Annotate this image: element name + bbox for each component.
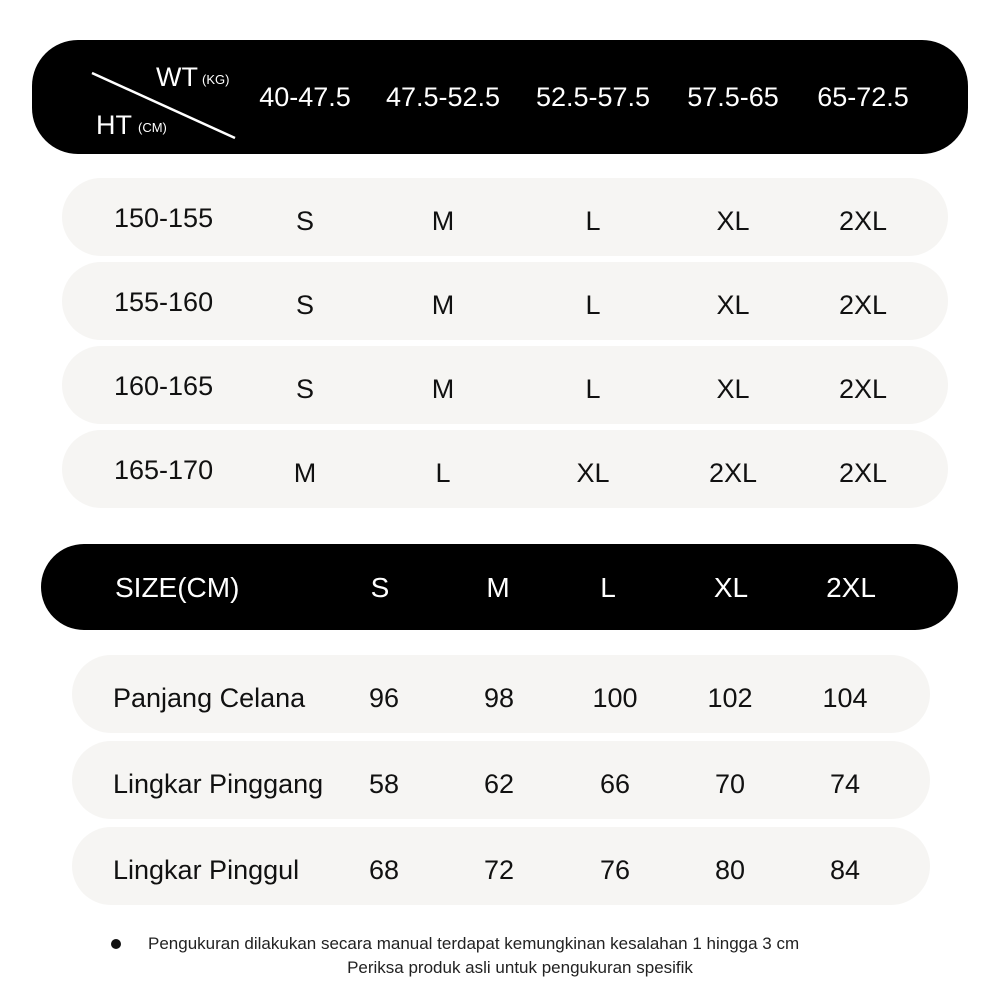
size-cell: 2XL xyxy=(838,290,888,320)
size-cell: 2XL xyxy=(838,458,888,488)
height-range-label: 160-165 xyxy=(114,371,214,401)
fit-table-row xyxy=(62,346,948,424)
size-column-header: S xyxy=(370,572,390,603)
size-cell: M xyxy=(293,458,317,488)
note-line-1: Pengukuran dilakukan secara manual terdapat kemungkinan kesalahan 1 hingga 3 cm xyxy=(148,934,800,953)
weight-range-header: 47.5-52.5 xyxy=(385,82,501,112)
measurement-value: 84 xyxy=(829,855,861,885)
size-cell: S xyxy=(295,206,315,236)
measurement-value: 70 xyxy=(714,769,746,799)
bullet-icon xyxy=(111,939,121,949)
measurement-row xyxy=(72,741,930,819)
measurement-value: 72 xyxy=(483,855,515,885)
measurement-label: Panjang Celana xyxy=(113,683,306,713)
diagonal-divider-icon xyxy=(32,40,272,154)
size-cell: 2XL xyxy=(708,458,758,488)
size-cell: XL xyxy=(716,206,750,236)
height-range-label: 150-155 xyxy=(114,203,214,233)
size-cell: S xyxy=(295,290,315,320)
measurement-value: 76 xyxy=(599,855,631,885)
measurement-label: Lingkar Pinggul xyxy=(113,855,300,885)
height-range-label: 165-170 xyxy=(114,455,214,485)
measurement-value: 58 xyxy=(368,769,400,799)
measurement-value: 102 xyxy=(707,683,753,713)
weight-range-header: 40-47.5 xyxy=(259,82,351,112)
weight-height-header xyxy=(32,40,968,154)
height-range-label: 155-160 xyxy=(114,287,214,317)
measurement-value: 98 xyxy=(483,683,515,713)
measurement-row xyxy=(72,655,930,733)
size-column-header: M xyxy=(486,572,510,603)
size-header-label: SIZE(CM) xyxy=(115,572,240,603)
fit-table-row xyxy=(62,178,948,256)
weight-range-header: 57.5-65 xyxy=(687,82,779,112)
fit-table-row xyxy=(62,262,948,340)
measurement-value: 104 xyxy=(822,683,868,713)
wt-unit: (KG) xyxy=(202,72,230,87)
size-column-header: L xyxy=(600,572,616,603)
size-cell: 2XL xyxy=(838,374,888,404)
measurement-value: 62 xyxy=(483,769,515,799)
size-column-header: XL xyxy=(713,572,749,603)
size-cell: XL xyxy=(716,374,750,404)
measurement-row xyxy=(72,827,930,905)
size-cell: XL xyxy=(716,290,750,320)
size-cell: 2XL xyxy=(838,206,888,236)
size-cell: L xyxy=(585,290,601,320)
size-cell: L xyxy=(435,458,451,488)
fit-table-row xyxy=(62,430,948,508)
ht-label: HT xyxy=(96,110,132,140)
size-cell: L xyxy=(585,374,601,404)
size-cell: M xyxy=(431,206,455,236)
size-cell: L xyxy=(585,206,601,236)
measurement-value: 68 xyxy=(368,855,400,885)
measurement-value: 96 xyxy=(368,683,400,713)
measurement-label: Lingkar Pinggang xyxy=(113,769,324,799)
size-column-header: 2XL xyxy=(826,572,876,603)
measurement-value: 100 xyxy=(592,683,638,713)
measurement-value: 80 xyxy=(714,855,746,885)
size-cell: M xyxy=(431,374,455,404)
size-cell: XL xyxy=(576,458,610,488)
size-cell: M xyxy=(431,290,455,320)
ht-unit: (CM) xyxy=(138,120,167,135)
measurement-value: 74 xyxy=(829,769,861,799)
weight-range-header: 52.5-57.5 xyxy=(535,82,651,112)
wt-label: WT xyxy=(156,62,198,92)
size-header xyxy=(41,544,958,630)
measurement-value: 66 xyxy=(599,769,631,799)
weight-range-header: 65-72.5 xyxy=(817,82,909,112)
note-line-2: Periksa produk asli untuk pengukuran spesifik xyxy=(347,958,693,977)
size-cell: S xyxy=(295,374,315,404)
